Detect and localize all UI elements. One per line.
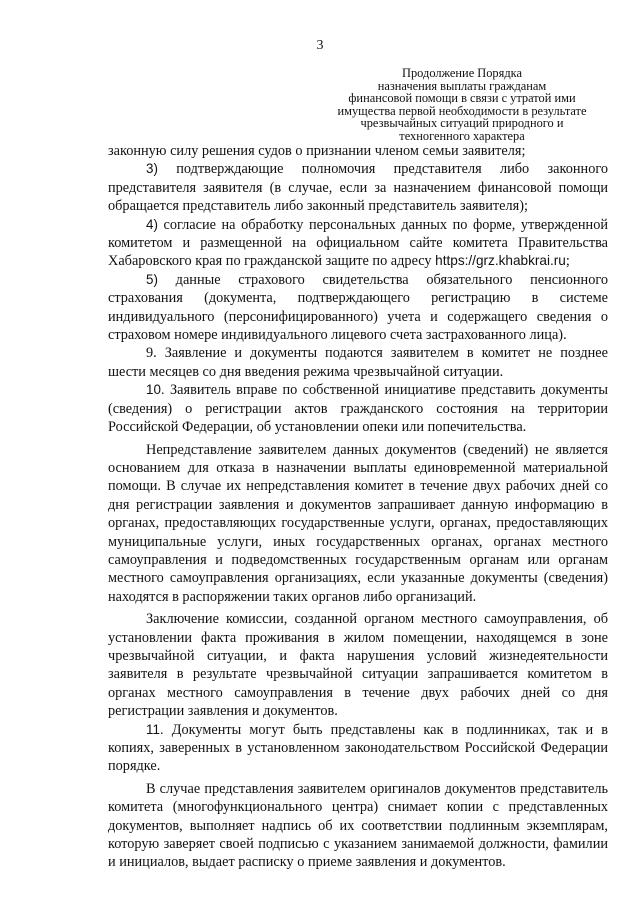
item-number: 10.: [146, 382, 165, 398]
website-link[interactable]: https://grz.khabkrai.ru: [435, 253, 566, 269]
paragraph-text: Заключение комиссии, созданной органом местного самоуправления, об установлении факта проживания в жилом помещении, находящемся в зоне чрезвычайной ситуации, и факта нарушения условий жизнедеятельности заявителя в результате чрезвычайной ситуации запрашивается комитетом в органах местного самоуправления в течение двух рабочих дней со дня регистрации заявления и документов.: [108, 611, 608, 720]
paragraph-commission-conclusion: [108, 610, 608, 720]
paragraph-text: данные страхового свидетельства обязательного пенсионного страхования (документа, подтверждающего регистрацию в системе индивидуального (персонифицированного) учета и содержащего сведения о страховом номере индивидуального лицевого счета застрахованного лица).: [108, 271, 608, 344]
paragraph-text: В случае представления заявителем оригиналов документов представитель комитета (многофункционального центра) снимает копии с представленных документов, выполняет надпись об их соответствии подлинным экземплярам, которую заверяет своей подписью с указанием занимаемой должности, фамилии и инициалов, выдает расписку о приеме заявления и документов.: [108, 780, 608, 871]
paragraph-originals: [108, 780, 608, 872]
paragraph-continuation: [108, 142, 608, 160]
header-line: Продолжение Порядка: [402, 66, 522, 80]
page-number: 3: [316, 38, 324, 53]
paragraph-11: [108, 721, 608, 776]
document-header: [330, 67, 594, 143]
paragraph-text: Заявитель вправе по собственной инициативе представить документы (сведения) о регистрации актов гражданского состояния на территории Российской Федерации, об установлении опеки или попечительства.: [108, 382, 608, 436]
paragraph-non-submission: [108, 441, 608, 607]
paragraph-text: подтверждающие полномочия представителя либо законного представителя заявителя (в случае, если за назначением финансовой помощи обращается представитель либо законный представитель заявителя);: [108, 161, 608, 215]
paragraph-text: 9. Заявление и документы подаются заявителем в комитет не позднее шести месяцев со дня введения режима чрезвычайной ситуации.: [108, 345, 608, 380]
paragraph-text: Документы могут быть представлены как в подлинниках, так и в копиях, заверенных в установленном законодательством Российской Федерации порядке.: [108, 721, 608, 775]
paragraph-text: Непредставление заявителем данных документов (сведений) не является основанием для отказа в назначении выплаты единовременной материальной помощи. В случае их непредставления комитет в течение двух рабочих дней со дня регистрации заявления и документов запрашивает данную информацию в органах, предоставляющих государственные услуги, органах, предоставляющих муниципальные услуги, иных государственных органах, органах местного самоуправления и подведомственных государственным органам или органам местного самоуправления организациях, если указанные документы (сведения) находятся в распоряжении таких органов либо организаций.: [108, 441, 608, 605]
paragraph-10: [108, 381, 608, 436]
paragraph-9: [108, 344, 608, 381]
paragraph-text: согласие на обработку персональных данных по форме, утвержденной комитетом и размещенной на официальном сайте комитета Правительства Хабаровского края по гражданской защите по адресу: [108, 216, 608, 270]
header-line: техногенного характера: [399, 128, 525, 143]
paragraph-item-4: [108, 216, 608, 271]
header-line: финансовой помощи в связи с утратой ими: [348, 91, 576, 106]
item-number: 3): [146, 161, 158, 177]
paragraph-item-3: [108, 160, 608, 215]
item-number: 5): [146, 271, 158, 287]
paragraph-text: законную силу решения судов о признании членом семьи заявителя;: [108, 143, 526, 159]
header-line: имущества первой необходимости в результате: [337, 103, 587, 118]
header-line: чрезвычайных ситуаций природного и: [360, 116, 564, 131]
paragraph-item-5: [108, 271, 608, 345]
item-number: 11.: [146, 721, 164, 737]
item-number: 4): [146, 216, 158, 232]
document-body: [108, 142, 608, 872]
paragraph-text-tail: ;: [565, 253, 570, 270]
header-line: назначения выплаты гражданам: [377, 78, 547, 93]
